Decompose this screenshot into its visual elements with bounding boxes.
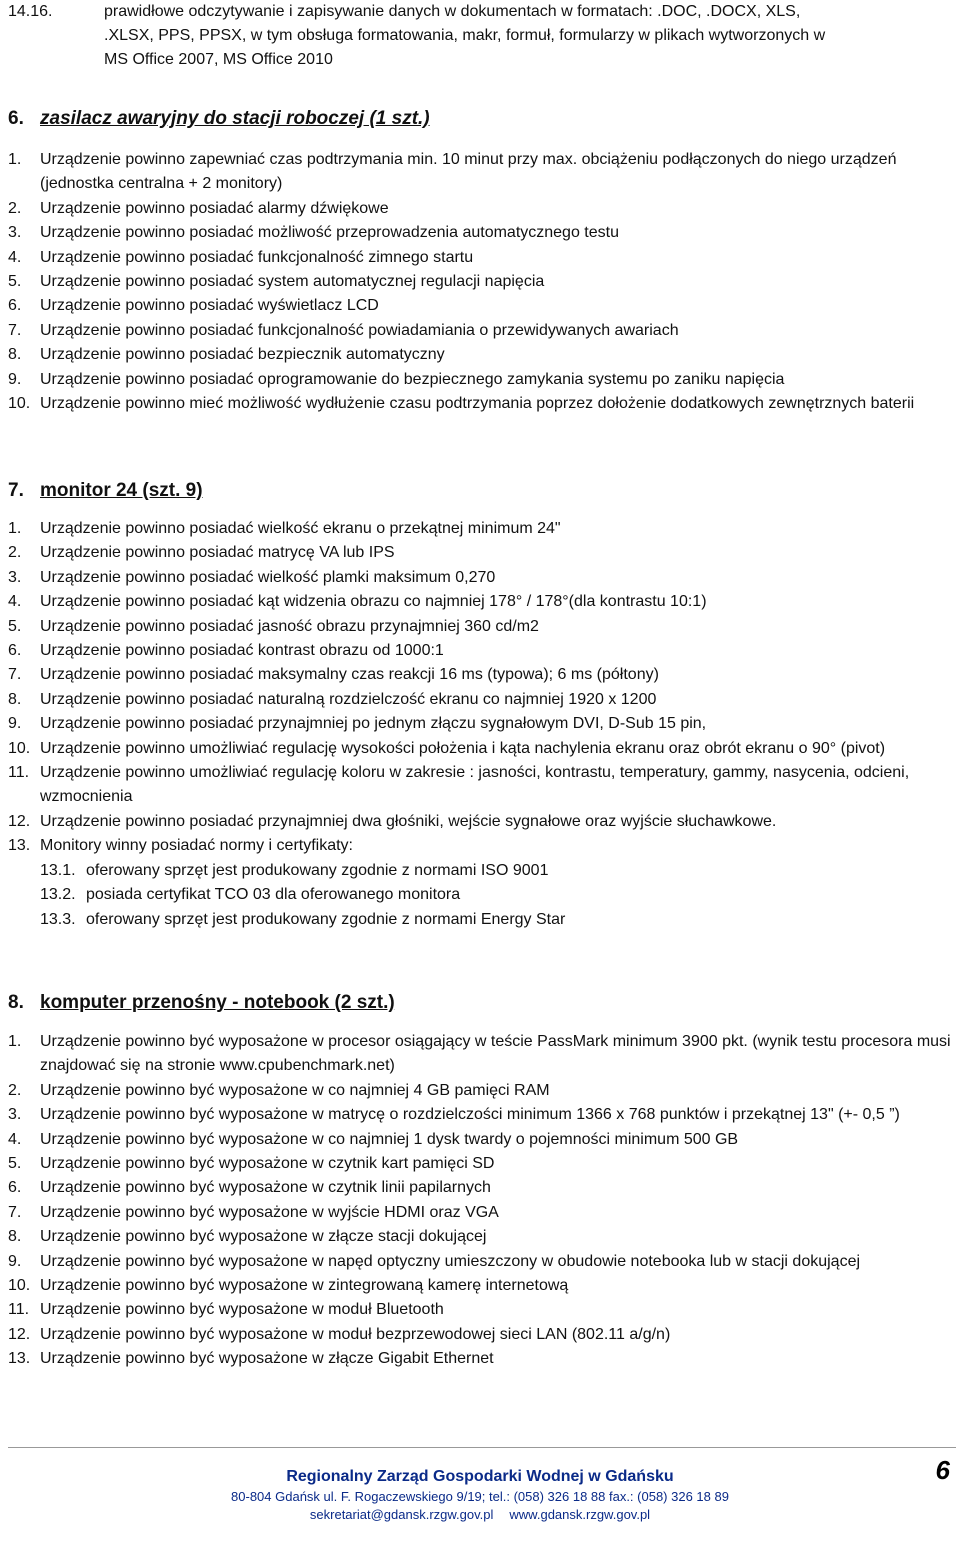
sub-list-item — [8, 908, 953, 932]
item-number: 13. — [8, 1350, 31, 1368]
item-text: Urządzenie powinno być wyposażone w zintegrowaną kamerę internetową — [40, 1277, 569, 1295]
page-number: 6 — [935, 1455, 950, 1485]
section-title: monitor 24 (szt. 9) — [40, 480, 203, 501]
item-text: Urządzenie powinno być wyposażone w czytnik kart pamięci SD — [40, 1155, 495, 1173]
item-number: 13. — [8, 837, 31, 855]
item-text: Urządzenie powinno posiadać naturalną rozdzielczość ekranu co najmniej 1920 x 1200 — [40, 690, 657, 708]
sub-list-item — [8, 859, 953, 883]
item-number: 4. — [8, 248, 22, 266]
list-item — [8, 517, 953, 541]
footer-website-link[interactable]: www.gdansk.rzgw.gov.pl — [509, 1507, 651, 1522]
section-ups — [8, 106, 953, 416]
list-item — [8, 688, 953, 712]
list-item — [8, 761, 953, 810]
item-text: Urządzenie powinno być wyposażone w co najmniej 1 dysk twardy o pojemności minimum 500 GB — [40, 1130, 739, 1148]
item-text: oferowany sprzęt jest produkowany zgodnie z normami Energy Star — [86, 910, 566, 928]
section-number: 6. — [8, 108, 24, 129]
item-text: Urządzenie powinno być wyposażone w złącze Gigabit Ethernet — [40, 1350, 494, 1368]
item-list — [8, 517, 953, 932]
item-text: Urządzenie powinno mieć możliwość wydłużenie czasu podtrzymania poprzez dołożenie dodatkowych zewnętrznych baterii — [40, 395, 915, 413]
item-text-line: prawidłowe odczytywanie i zapisywanie danych w dokumentach w formatach: .DOC, .DOCX, XLS, — [104, 3, 801, 20]
item-list — [8, 1030, 953, 1372]
list-item — [8, 566, 953, 590]
item-text: Monitory winny posiadać normy i certyfikaty: — [40, 837, 353, 855]
item-number: 3. — [8, 1106, 22, 1124]
item-text: Urządzenie powinno posiadać alarmy dźwiękowe — [40, 199, 389, 217]
item-text: Urządzenie powinno posiadać kontrast obrazu od 1000:1 — [40, 642, 444, 660]
item-text: Urządzenie powinno zapewniać czas podtrzymania min. 10 minut przy max. obciążeniu podłączonych do niego urządzeń (jednostka centralna + 2 monitory) — [40, 151, 897, 193]
item-number: 3. — [8, 224, 22, 242]
item-text: Urządzenie powinno posiadać jasność obrazu przynajmniej 360 cd/m2 — [40, 617, 539, 635]
list-item — [8, 712, 953, 736]
item-number: 5. — [8, 1155, 22, 1173]
item-text: Urządzenie powinno być wyposażone w co najmniej 4 GB pamięci RAM — [40, 1081, 550, 1099]
item-text: Urządzenie powinno być wyposażone w złącze stacji dokującej — [40, 1228, 487, 1246]
list-item — [8, 1176, 953, 1200]
list-item — [8, 1103, 953, 1127]
item-text: Urządzenie powinno posiadać funkcjonalność zimnego startu — [40, 248, 474, 266]
item-text-line: MS Office 2007, MS Office 2010 — [104, 51, 333, 68]
sub-list-item — [8, 883, 953, 907]
item-number: 11. — [8, 1301, 30, 1319]
section-title: komputer przenośny - notebook (2 szt.) — [40, 992, 395, 1013]
item-text: Urządzenie powinno być wyposażone w moduł bezprzewodowej sieci LAN (802.11 a/g/n) — [40, 1325, 671, 1343]
item-text: Urządzenie powinno posiadać maksymalny czas reakcji 16 ms (typowa); 6 ms (półtony) — [40, 666, 659, 684]
list-item — [8, 197, 953, 221]
item-number: 14.16. — [8, 3, 53, 20]
item-text: Urządzenie powinno posiadać przynajmniej po jednym złączu sygnałowym DVI, D-Sub 15 pin, — [40, 715, 707, 733]
list-item — [8, 1152, 953, 1176]
item-number: 2. — [8, 544, 22, 562]
item-number: 12. — [8, 812, 31, 830]
list-item — [8, 590, 953, 614]
item-text: Urządzenie powinno posiadać oprogramowanie do bezpiecznego zamykania systemu po zaniku napięcia — [40, 370, 785, 388]
item-number: 13.1. — [40, 861, 76, 879]
item-text: Urządzenie powinno być wyposażone w wyjście HDMI oraz VGA — [40, 1203, 499, 1221]
item-number: 6. — [8, 297, 22, 315]
list-item — [8, 368, 953, 392]
item-text-line: .XLSX, PPS, PPSX, w tym obsługa formatowania, makr, formuł, formularzy w plikach wytworzonych w — [104, 27, 826, 44]
item-number: 5. — [8, 617, 22, 635]
section-monitor — [8, 478, 953, 932]
item-number: 1. — [8, 1033, 22, 1050]
item-text: Urządzenie powinno być wyposażone w moduł Bluetooth — [40, 1301, 444, 1319]
list-item-14-16 — [8, 0, 953, 72]
list-item — [8, 663, 953, 687]
item-text: Urządzenie powinno umożliwiać regulację wysokości położenia i kąta nachylenia ekranu oraz obrót ekranu o 90° (pivot) — [40, 739, 886, 757]
item-number: 6. — [8, 642, 22, 660]
list-item — [8, 319, 953, 343]
section-heading — [8, 478, 953, 504]
item-number: 9. — [8, 1252, 22, 1270]
item-number: 9. — [8, 715, 22, 733]
list-item — [8, 1347, 953, 1371]
item-number: 8. — [8, 690, 22, 708]
list-item — [8, 1225, 953, 1249]
item-number: 9. — [8, 370, 22, 388]
section-heading — [8, 990, 953, 1016]
list-item — [8, 834, 953, 858]
item-list — [8, 148, 953, 416]
item-text: Urządzenie powinno posiadać możliwość przeprowadzenia automatycznego testu — [40, 224, 619, 242]
item-text: Urządzenie powinno posiadać przynajmniej dwa głośniki, wejście sygnałowe oraz wyjście słuchawkowe. — [40, 812, 777, 830]
item-text: Urządzenie powinno być wyposażone w matrycę o rozdzielczości minimum 1366 x 768 punktów i przekątnej 13" (+- 0,5 ”) — [40, 1106, 900, 1124]
item-text: Urządzenie powinno posiadać kąt widzenia obrazu co najmniej 178° / 178°(dla kontrastu 10:1) — [40, 593, 707, 611]
item-text: Urządzenie powinno posiadać wielkość plamki maksimum 0,270 — [40, 568, 496, 586]
footer-address: 80-804 Gdańsk ul. F. Rogaczewskiego 9/19; tel.: (058) 326 18 88 fax.: (058) 326 18 89 — [231, 1489, 729, 1504]
item-number: 11. — [8, 764, 30, 782]
list-item — [8, 1298, 953, 1322]
item-number: 13.2. — [40, 886, 76, 904]
item-text: Urządzenie powinno posiadać wielkość ekranu o przekątnej minimum 24" — [40, 520, 561, 537]
footer-contacts — [0, 1506, 960, 1524]
page-footer — [0, 1466, 960, 1524]
item-number: 7. — [8, 1203, 22, 1221]
item-number: 8. — [8, 1228, 22, 1246]
item-number: 13.3. — [40, 910, 76, 928]
list-item — [8, 810, 953, 834]
item-text: Urządzenie powinno posiadać funkcjonalność powiadamiania o przewidywanych awariach — [40, 321, 679, 339]
item-number: 4. — [8, 593, 22, 611]
item-text: oferowany sprzęt jest produkowany zgodnie z normami ISO 9001 — [86, 861, 549, 879]
list-item — [8, 270, 953, 294]
footer-organization: Regionalny Zarząd Gospodarki Wodnej w Gdańsku — [286, 1468, 674, 1485]
item-number: 2. — [8, 1081, 22, 1099]
item-number: 8. — [8, 346, 22, 364]
item-number: 1. — [8, 151, 22, 168]
item-text: Urządzenie powinno być wyposażone w procesor osiągający w teście PassMark minimum 3900 pkt. (wynik testu procesora musi znajdować się na stronie www.cpubenchmark.net) — [40, 1033, 951, 1075]
section-number: 8. — [8, 992, 24, 1013]
list-item — [8, 1274, 953, 1298]
list-item — [8, 1030, 953, 1079]
list-item — [8, 221, 953, 245]
item-text: Urządzenie powinno posiadać system automatycznej regulacji napięcia — [40, 273, 545, 291]
item-number: 12. — [8, 1325, 31, 1343]
item-number: 2. — [8, 199, 22, 217]
list-item — [8, 246, 953, 270]
item-number: 10. — [8, 395, 31, 413]
item-number: 7. — [8, 321, 22, 339]
list-item — [8, 639, 953, 663]
item-text: Urządzenie powinno posiadać bezpiecznik automatyczny — [40, 346, 445, 364]
item-text: Urządzenie powinno posiadać matrycę VA lub IPS — [40, 544, 395, 562]
item-number: 7. — [8, 666, 22, 684]
item-number: 3. — [8, 568, 22, 586]
item-number: 4. — [8, 1130, 22, 1148]
list-item — [8, 1323, 953, 1347]
list-item — [8, 737, 953, 761]
item-number: 6. — [8, 1179, 22, 1197]
list-item — [8, 1201, 953, 1225]
list-item — [8, 294, 953, 318]
list-item — [8, 1250, 953, 1274]
list-item — [8, 615, 953, 639]
list-item — [8, 343, 953, 367]
item-number: 10. — [8, 1277, 31, 1295]
list-item — [8, 392, 953, 416]
item-number: 10. — [8, 739, 31, 757]
item-text: Urządzenie powinno posiadać wyświetlacz LCD — [40, 297, 379, 315]
list-item — [8, 541, 953, 565]
section-number: 7. — [8, 480, 24, 501]
item-number: 1. — [8, 520, 22, 537]
item-text: posiada certyfikat TCO 03 dla oferowanego monitora — [86, 886, 461, 904]
list-item — [8, 1128, 953, 1152]
item-text: Urządzenie powinno być wyposażone w czytnik linii papilarnych — [40, 1179, 491, 1197]
footer-divider — [8, 1447, 956, 1448]
section-title: zasilacz awaryjny do stacji roboczej (1 szt.) — [40, 108, 430, 129]
list-item — [8, 1079, 953, 1103]
item-text: Urządzenie powinno być wyposażone w napęd optyczny umieszczony w obudowie notebooka lub w stacji dokującej — [40, 1252, 861, 1270]
footer-email-link[interactable]: sekretariat@gdansk.rzgw.gov.pl — [309, 1507, 494, 1522]
item-text: Urządzenie powinno umożliwiać regulację koloru w zakresie : jasności, kontrastu, temperatury, gammy, nasycenia, odcieni, wzmocnienia — [40, 764, 910, 806]
list-item — [8, 148, 953, 197]
item-number: 5. — [8, 273, 22, 291]
section-notebook — [8, 990, 953, 1372]
section-heading — [8, 106, 953, 132]
